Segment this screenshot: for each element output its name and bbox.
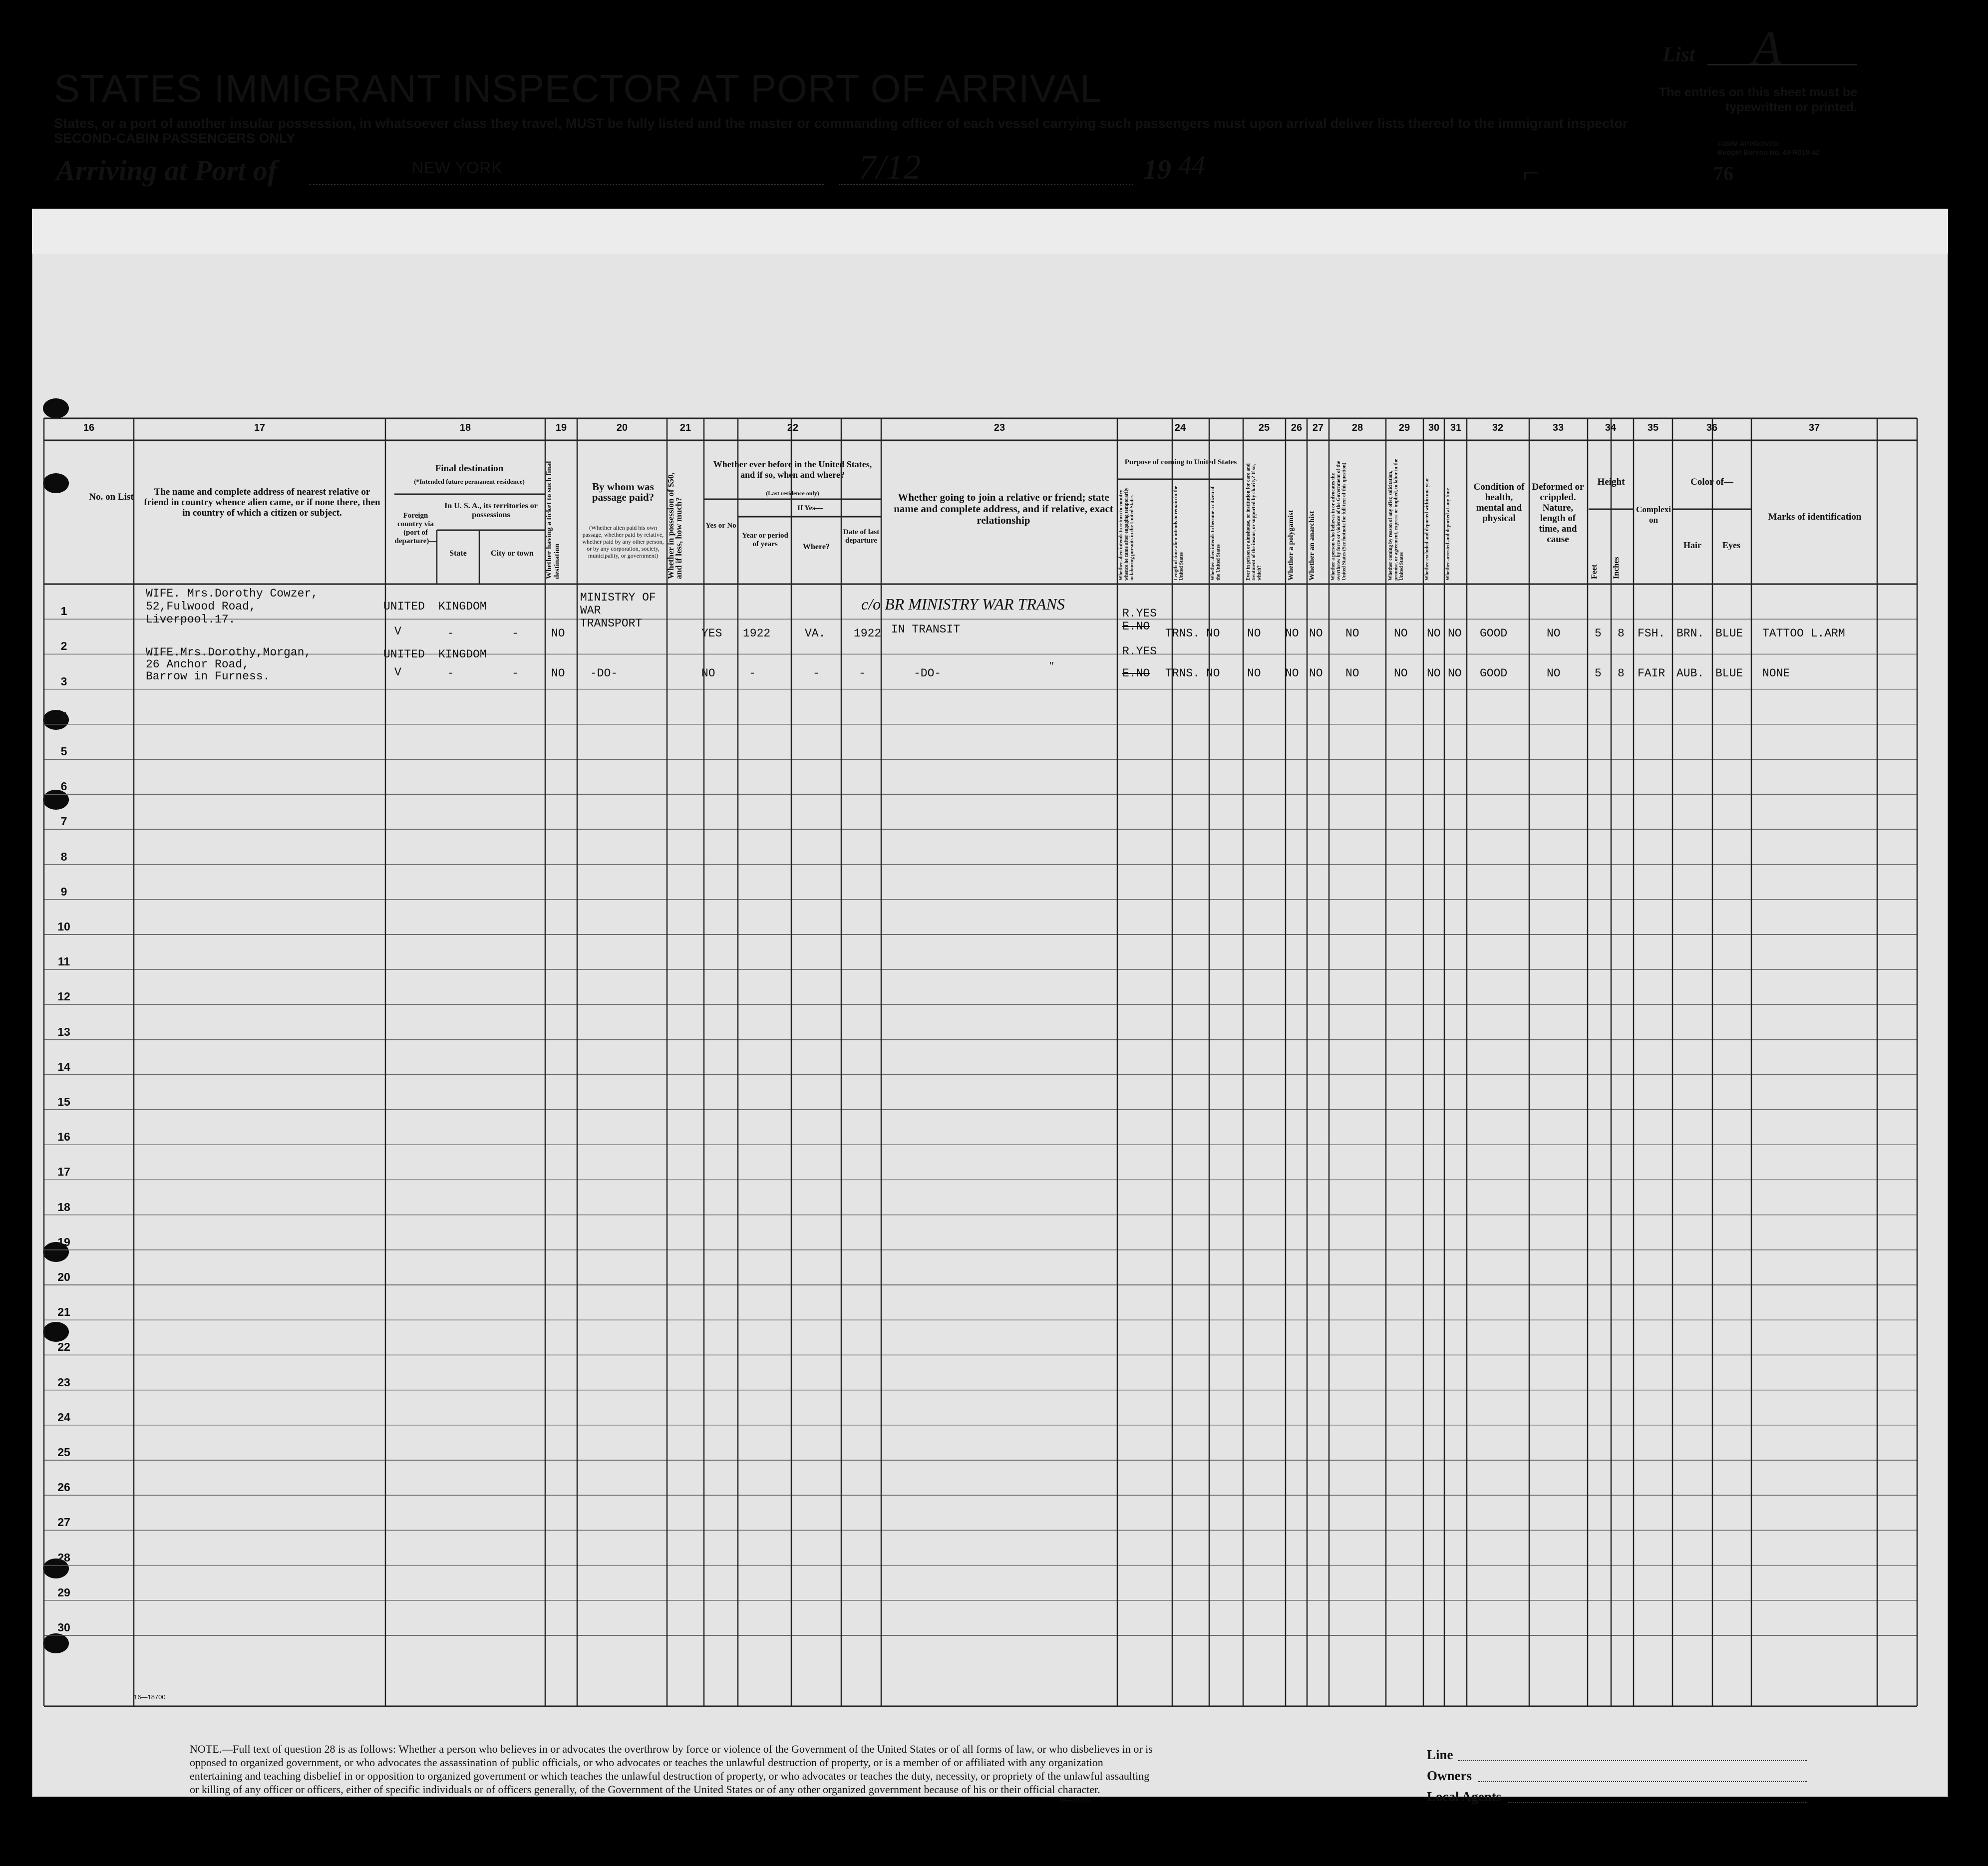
column-number: 16 [83, 422, 95, 433]
line-label: Line [1427, 1747, 1453, 1762]
row-number: 18 [57, 1200, 70, 1214]
relative-line: Liverpool.17. [146, 613, 236, 626]
hdr-ticket: Whether having a ticket to such final destination [545, 461, 561, 579]
local-agents-label: Local Agents [1427, 1789, 1502, 1804]
column-number: 25 [1258, 422, 1270, 433]
owners-label: Owners [1427, 1768, 1472, 1783]
purpose-e: E.NO [1122, 667, 1150, 680]
going-to-join-handwritten: c/o BR MINISTRY WAR TRANS [861, 595, 1065, 613]
column-number: 31 [1450, 422, 1462, 433]
length-of-stay: TRNS. [1165, 627, 1200, 640]
hdr-passage-paid-sub: (Whether alien paid his own passage, whether paid by relative, whether paid by any other person, or by any corporation, society, municipality, or government) [582, 524, 664, 559]
hdr-arrested: Whether arrested and deported at any time [1445, 488, 1451, 581]
hdr-ever-before-sub: (Last residence only) [766, 490, 819, 497]
arrival-year: 44 [1178, 150, 1205, 180]
height-inches: 8 [1618, 627, 1625, 640]
page-number: 76 [1713, 162, 1733, 185]
hdr-ever-before: Whether ever before in the United States, and if so, when and where? [713, 459, 872, 480]
row-number: 21 [57, 1305, 70, 1319]
column-number: 20 [616, 422, 628, 433]
row-number: 17 [57, 1165, 70, 1179]
polygamist: NO [1285, 627, 1299, 640]
column-number: 27 [1312, 422, 1324, 433]
hair: BRN. [1676, 627, 1704, 640]
purpose-r: R.YES [1122, 607, 1157, 620]
row-number: 25 [57, 1445, 70, 1459]
eyes: BLUE [1715, 667, 1743, 680]
hdr-yes-or-no: Yes or No [705, 522, 736, 530]
column-number: 30 [1428, 422, 1440, 433]
marks: TATTOO L.ARM [1762, 627, 1845, 640]
arrival-date: 7/12 [859, 148, 921, 187]
row-number: 6 [60, 780, 67, 793]
column-number: 33 [1552, 422, 1564, 433]
list-value: A [1752, 21, 1782, 74]
row-number: 4 [60, 709, 67, 723]
overthrow: NO [1345, 667, 1359, 680]
hdr-color-of: Color of— [1690, 477, 1733, 487]
marks: NONE [1762, 667, 1790, 680]
hdr-deformed: Deformed or crippled. Nature, length of time, and cause [1532, 482, 1584, 545]
list-label: List [1662, 43, 1695, 66]
column-number: 24 [1174, 422, 1186, 433]
row-number: 19 [57, 1235, 70, 1248]
foreign-country-2: KINGDOM [438, 648, 487, 661]
column-number: 36 [1706, 422, 1718, 433]
column-number: 26 [1291, 422, 1303, 433]
height-inches: 8 [1618, 667, 1625, 680]
arriving-label: Arriving at Port of [56, 154, 278, 187]
hdr-offer-labor: Whether coming by reason of any offer, solicitation, promise, or agreement, express or implied, to labor in the United States [1388, 459, 1404, 581]
length-of-stay: TRNS. [1165, 667, 1200, 680]
row-number: 8 [60, 850, 67, 863]
health: GOOD [1480, 667, 1508, 680]
hdr-no-on-list: No. on List [89, 492, 134, 502]
row-number: 29 [57, 1585, 70, 1599]
intends-citizen: NO [1206, 667, 1220, 680]
anarchist: NO [1309, 627, 1323, 640]
ticket: NO [551, 667, 565, 680]
offer-labor: NO [1394, 627, 1408, 640]
relative-line: 52,Fulwood Road, [146, 600, 256, 613]
hdr-fifty-dollars: Whether in possession of $50, and if less, how much? [666, 472, 683, 579]
ever-before: NO [701, 667, 715, 680]
hdr-health: Condition of health, mental and physical [1473, 482, 1525, 524]
relative-line: WIFE. Mrs.Dorothy Cowzer, [146, 587, 319, 600]
ever-before: YES [701, 627, 722, 640]
row-number: 27 [57, 1516, 70, 1529]
hdr-purpose-citizen: Whether alien intends to become a citizen of the United States [1210, 486, 1221, 581]
deformed: NO [1547, 627, 1561, 640]
hdr-inches: Inches [1612, 557, 1621, 579]
height-feet: 5 [1595, 627, 1602, 640]
city: - [512, 627, 519, 640]
hdr-purpose-length: Length of time alien intends to remain in the United States [1173, 486, 1184, 581]
overthrow: NO [1345, 627, 1359, 640]
paid-by-line: MINISTRY OF [580, 591, 656, 604]
list-line [1707, 64, 1857, 65]
hdr-eyes: Eyes [1722, 540, 1740, 550]
going-to-join: IN TRANSIT [891, 623, 961, 636]
foreign-country-2: KINGDOM [438, 600, 487, 613]
complexion: FSH. [1638, 627, 1665, 640]
column-number: 17 [254, 422, 266, 433]
port-dotline [310, 184, 824, 185]
hdr-date-departure: Date of last departure [843, 528, 880, 545]
hdr-purpose-return: Whether alien intends to return to country whence he came after engaging temporarily in laboring pursuits in the United States [1118, 487, 1135, 581]
relative-line: 26 Anchor Road, [146, 658, 250, 671]
purpose-r: R.YES [1122, 645, 1157, 658]
via: V [394, 625, 401, 638]
deformed: NO [1547, 667, 1561, 680]
state: - [447, 667, 454, 680]
going-to-join: -DO- [914, 667, 942, 680]
eyes: BLUE [1715, 627, 1743, 640]
excluded: NO [1427, 627, 1441, 640]
row-number: 15 [57, 1095, 70, 1108]
sheet-top-edge [32, 209, 1948, 254]
purpose-e: E.NO [1122, 620, 1150, 633]
year-prefix: 19 [1143, 154, 1171, 185]
row-number: 7 [60, 815, 67, 828]
hdr-anarchist: Whether an anarchist [1308, 511, 1316, 581]
row-number: 28 [57, 1551, 70, 1564]
binder-hole [43, 398, 69, 418]
intends-citizen: NO [1206, 627, 1220, 640]
hdr-final-destination-sub: (*Intended future permanent residence) [414, 478, 525, 485]
health: GOOD [1480, 627, 1508, 640]
row-number: 30 [57, 1620, 70, 1634]
hdr-if-yes: If Yes— [797, 504, 823, 512]
manifest-sheet [32, 209, 1948, 1797]
binder-hole [43, 473, 69, 493]
paid-by-line: TRANSPORT [580, 617, 643, 630]
city: - [512, 667, 519, 680]
paid-by-line: WAR [580, 604, 601, 617]
ticket: NO [551, 627, 565, 640]
column-number: 28 [1351, 422, 1363, 433]
foreign-country: UNITED [383, 600, 425, 613]
row-number: 5 [60, 744, 67, 758]
row-number: 9 [60, 885, 67, 898]
column-number: 29 [1398, 422, 1410, 433]
column-number: 21 [679, 422, 691, 433]
row-number: 26 [57, 1481, 70, 1494]
form-title: STATES IMMIGRANT INSPECTOR AT PORT OF ARRIVAL [54, 66, 1102, 110]
local-agents-field [1508, 1802, 1807, 1803]
hdr-polygamist: Whether a polygamist [1287, 510, 1295, 581]
arrested: NO [1448, 627, 1462, 640]
passenger-class: SECOND-CABIN PASSENGERS ONLY [54, 131, 296, 146]
column-number: 37 [1808, 422, 1820, 433]
port-value: NEW YORK [412, 159, 503, 177]
anarchist: NO [1309, 667, 1323, 680]
row-number: 2 [60, 639, 67, 653]
row-number: 1 [60, 605, 67, 618]
where: VA. [805, 627, 826, 640]
hdr-city: City or town [491, 549, 534, 558]
hdr-state: State [449, 549, 467, 558]
prison: NO [1247, 667, 1261, 680]
hdr-feet: Feet [1590, 564, 1599, 579]
column-number: 32 [1492, 422, 1504, 433]
form-approved-line-1: FORM APPROVED [1717, 140, 1779, 148]
hdr-excluded: Whether excluded and deported within one year [1424, 478, 1430, 581]
year-period: - [749, 667, 756, 680]
binder-hole [43, 1322, 69, 1342]
going-to-join-handwritten: " [1048, 660, 1054, 673]
hair: AUB. [1676, 667, 1704, 680]
hdr-going-to-join: Whether going to join a relative or friend; state name and complete address, and if relative, exact relationship [894, 491, 1113, 526]
prison: NO [1247, 627, 1261, 640]
date-departure: 1922 [854, 627, 882, 640]
excluded: NO [1427, 667, 1441, 680]
hdr-where: Where? [803, 543, 830, 551]
column-number: 34 [1605, 422, 1617, 433]
relative-line: WIFE.Mrs.Dorothy,Morgan, [146, 646, 312, 659]
form-approved [1717, 140, 1820, 157]
row-number: 3 [60, 674, 67, 688]
row-number: 11 [57, 955, 70, 968]
hdr-year-period: Year or period of years [742, 532, 788, 548]
arrested: NO [1448, 667, 1462, 680]
row-number: 23 [57, 1375, 70, 1389]
form-approved-line-2: Budget Bureau No. 43-R018-42 [1717, 148, 1820, 156]
hdr-foreign-country: Foreign country via (port of departure)— [394, 512, 437, 545]
entries-note: The entries on this sheet must be typewritten or printed. [1658, 85, 1857, 114]
row-number: 14 [57, 1060, 70, 1073]
polygamist: NO [1285, 667, 1299, 680]
row-number: 16 [57, 1130, 70, 1144]
row-number: 20 [57, 1270, 70, 1283]
hdr-in-usa: In U. S. A., its territories or possessions [444, 502, 538, 519]
hdr-hair: Hair [1683, 540, 1701, 550]
paid-by-line: -DO- [590, 667, 618, 680]
offer-labor: NO [1394, 667, 1408, 680]
hdr-passage-paid: By whom was passage paid? [592, 481, 655, 503]
row-number: 12 [57, 990, 70, 1003]
hdr-prison: Ever in prison or almshouse, or institution for care and treatment of the insane, or supported by charity? If so, which? [1246, 463, 1262, 581]
height-feet: 5 [1595, 667, 1602, 680]
hdr-final-destination: Final destination [435, 463, 504, 474]
column-number: 22 [787, 422, 799, 433]
where: - [813, 667, 820, 680]
binder-hole [43, 1633, 69, 1653]
hdr-marks: Marks of identification [1768, 512, 1862, 522]
print-code: 16—18700 [134, 1693, 166, 1701]
handwritten-tick: ⌐ [1523, 156, 1540, 189]
hdr-complexion: Complexion [1636, 505, 1671, 525]
hdr-relative: The name and complete address of nearest relative or friend in country whence alien came, or if none there, then in country of which a citizen or subject. [144, 487, 380, 518]
column-number: 18 [459, 422, 471, 433]
hdr-height: Height [1597, 477, 1625, 487]
date-departure: - [859, 667, 866, 680]
relative-line: Barrow in Furness. [146, 670, 270, 683]
hdr-purpose: Purpose of coming to United States [1124, 458, 1237, 466]
foreign-country: UNITED [383, 648, 425, 661]
line-field [1458, 1760, 1807, 1761]
form-instructions: States, or a port of another insular possession, in whatsoever class they travel, MUST be fully listed and the master or commanding officer of each vessel carrying such passengers must upon arrival deliver lists thereof to the immigrant inspector [54, 116, 1628, 131]
row-number: 13 [57, 1025, 70, 1038]
via: V [394, 666, 401, 679]
print-code-2: 16—18700 [1058, 1796, 1090, 1804]
column-number: 19 [555, 422, 567, 433]
row-number: 22 [57, 1340, 70, 1354]
row-number: 10 [57, 920, 70, 933]
year-period: 1922 [743, 627, 771, 640]
complexion: FAIR [1638, 667, 1665, 680]
question-28-note: NOTE.—Full text of question 28 is as follows: Whether a person who believes in or advocates the overthrow by force or violence of the Government of the United States or of all forms of law, or who disbelieves in or is opposed to organized government, or who advocates the assassination of public officials, or who advocates or teaches the unlawful destruction of property, or is a member of or affiliated with any organization entertaining and teaching disbelief in or opposition to organized government or which teaches the unlawful destruction of property, or who advocates or teaches the duty, necessity, or propriety of the unlawful assaulting or killing of any officer or officers, either of specific individuals or of officers generally, of the Government of the United States or of any other organized government because of his or their official character. [190, 1743, 1153, 1796]
owners-field [1478, 1781, 1807, 1782]
hdr-overthrow: Whether a person who believes in or advocates the overthrow by force or violence of the Government of the United States (See footnote for full text of this question) [1330, 461, 1347, 581]
column-number: 35 [1647, 422, 1659, 433]
row-number: 24 [57, 1410, 70, 1424]
state: - [447, 627, 454, 640]
column-number: 23 [994, 422, 1005, 433]
